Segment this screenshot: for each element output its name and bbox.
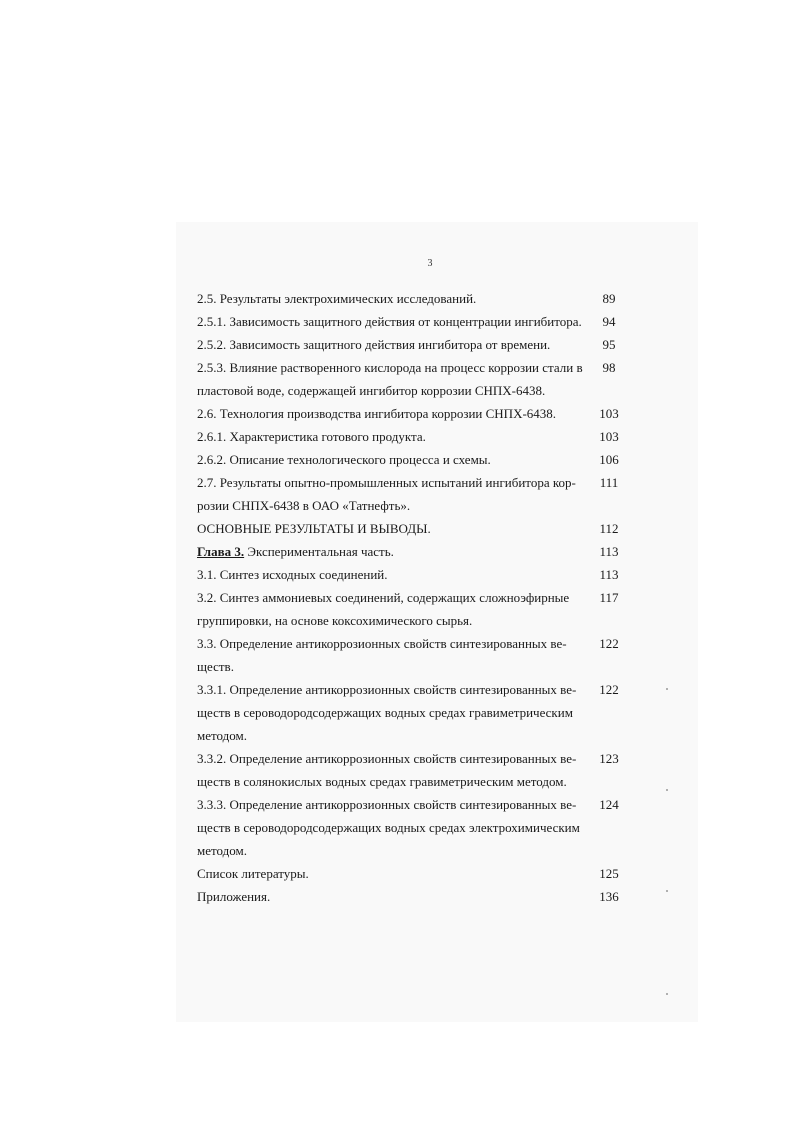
toc-entry-line: 2.6.1. Характеристика готового продукта. bbox=[197, 429, 426, 444]
toc-entry-line: 2.5.3. Влияние растворенного кислорода на процесс коррозии стали в bbox=[197, 360, 583, 375]
toc-page-number: 113 bbox=[599, 567, 619, 582]
toc-entry-line: Приложения. bbox=[197, 889, 271, 904]
toc-page-number: 122 bbox=[599, 682, 619, 697]
toc-entry-line: ществ в солянокислых водных средах гравиметрическим методом. bbox=[197, 774, 567, 789]
toc-entry-line: 3.3. Определение антикоррозионных свойств синтезированных ве- bbox=[197, 636, 567, 651]
toc-entry bbox=[197, 517, 627, 540]
toc-entry bbox=[197, 885, 627, 908]
toc-page-number: 136 bbox=[599, 889, 619, 904]
toc-page-number: 125 bbox=[599, 866, 619, 881]
toc-page-number: 117 bbox=[599, 590, 619, 605]
toc-entry bbox=[197, 586, 627, 632]
toc-entry-line: Список литературы. bbox=[197, 866, 309, 881]
toc-entry bbox=[197, 310, 627, 333]
toc-entry-line: розии СНПХ-6438 в ОАО «Татнефть». bbox=[197, 498, 411, 513]
toc-entry-line: пластовой воде, содержащей ингибитор коррозии СНПХ-6438. bbox=[197, 383, 546, 398]
toc-entry-line: 3.2. Синтез аммониевых соединений, содержащих сложноэфирные bbox=[197, 590, 570, 605]
toc-page-number: 94 bbox=[602, 314, 616, 329]
toc-page-number: 103 bbox=[599, 429, 619, 444]
toc-entry-line: 3.1. Синтез исходных соединений. bbox=[197, 567, 388, 582]
toc-entry bbox=[197, 356, 627, 402]
toc-entry bbox=[197, 747, 627, 793]
toc-page-number: 111 bbox=[599, 475, 619, 490]
toc-entry-line: 2.6. Технология производства ингибитора коррозии СНПХ-6438. bbox=[197, 406, 557, 421]
chapter-heading: Глава 3. bbox=[197, 544, 245, 559]
toc-entry-line bbox=[197, 540, 589, 563]
toc-entry-line: ществ в сероводородсодержащих водных средах электрохимическим bbox=[197, 820, 580, 835]
toc-entry bbox=[197, 540, 627, 563]
toc-page-number: 95 bbox=[602, 337, 616, 352]
toc-page-number: 89 bbox=[602, 291, 616, 306]
toc-page-number: 124 bbox=[599, 797, 619, 812]
toc-page-number: 98 bbox=[602, 360, 616, 375]
toc-entry-line: ОСНОВНЫЕ РЕЗУЛЬТАТЫ И ВЫВОДЫ. bbox=[197, 521, 431, 536]
toc-entry bbox=[197, 563, 627, 586]
toc-entry bbox=[197, 333, 627, 356]
toc-entry-line: 3.3.3. Определение антикоррозионных свойств синтезированных ве- bbox=[197, 797, 577, 812]
toc-entry-line: ществ в сероводородсодержащих водных средах гравиметрическим bbox=[197, 705, 573, 720]
toc-entry bbox=[197, 402, 627, 425]
toc-entry bbox=[197, 862, 627, 885]
scan-speck bbox=[666, 993, 668, 995]
toc-entry bbox=[197, 425, 627, 448]
toc-entry-line: 3.3.2. Определение антикоррозионных свойств синтезированных ве- bbox=[197, 751, 577, 766]
toc-page-number: 122 bbox=[599, 636, 619, 651]
toc-entry bbox=[197, 678, 627, 747]
toc-entry bbox=[197, 632, 627, 678]
toc-entry-line: 2.5. Результаты электрохимических исследований. bbox=[197, 291, 477, 306]
toc-entry-line: группировки, на основе коксохимического сырья. bbox=[197, 613, 473, 628]
toc-entry-line: 3.3.1. Определение антикоррозионных свойств синтезированных ве- bbox=[197, 682, 577, 697]
toc-entry bbox=[197, 448, 627, 471]
page-number: 3 bbox=[427, 258, 433, 269]
toc-page-number: 103 bbox=[599, 406, 619, 421]
toc-entry-line: 2.7. Результаты опытно-промышленных испытаний ингибитора кор- bbox=[197, 475, 576, 490]
toc-entry-line: 2.5.1. Зависимость защитного действия от концентрации ингибитора. bbox=[197, 314, 582, 329]
scan-speck bbox=[666, 890, 668, 892]
toc-page-number: 123 bbox=[599, 751, 619, 766]
toc-entry-line: методом. bbox=[197, 843, 247, 858]
toc-entry bbox=[197, 471, 627, 517]
table-of-contents bbox=[197, 287, 627, 908]
toc-entry-line: 2.6.2. Описание технологического процесса и схемы. bbox=[197, 452, 491, 467]
toc-page-number: 112 bbox=[599, 521, 619, 536]
toc-entry bbox=[197, 793, 627, 862]
toc-entry bbox=[197, 287, 627, 310]
scan-speck bbox=[666, 789, 668, 791]
scan-speck bbox=[666, 688, 668, 690]
toc-page-number: 106 bbox=[599, 452, 619, 467]
toc-entry-line: 2.5.2. Зависимость защитного действия ингибитора от времени. bbox=[197, 337, 551, 352]
toc-entry-line: ществ. bbox=[197, 659, 234, 674]
toc-entry-line: методом. bbox=[197, 728, 247, 743]
toc-entry-text: Экспериментальная часть. bbox=[244, 544, 394, 559]
toc-page-number: 113 bbox=[599, 544, 619, 559]
